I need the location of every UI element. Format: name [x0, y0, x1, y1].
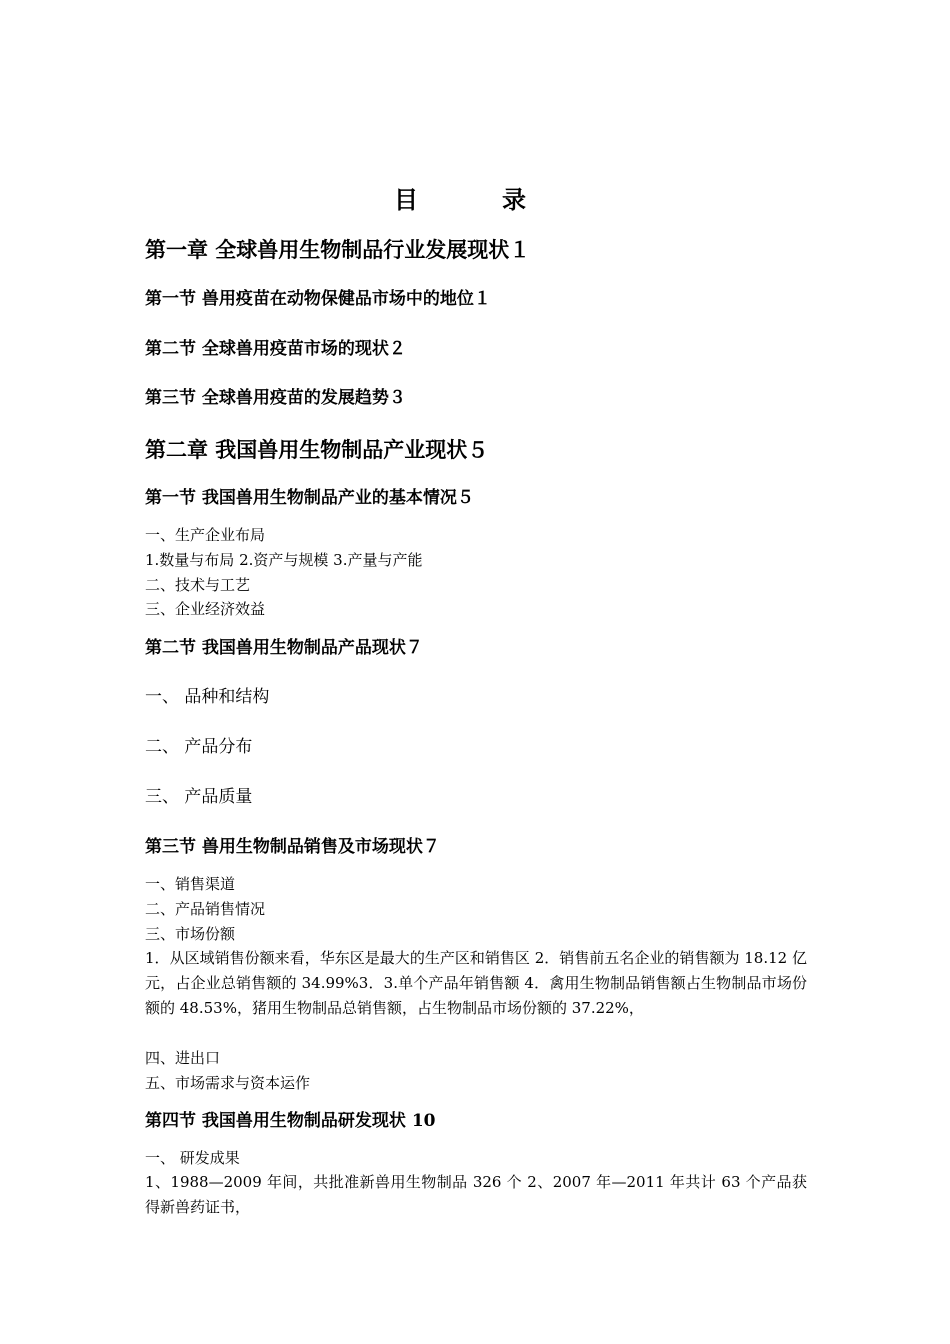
section-item: 五、市场需求与资本运作 — [145, 1074, 311, 1092]
research-results-paragraph: 1、1988—2009 年间，共批准新兽用生物制品 326 个 2、2007 年—2011 年共计 63 个产品获得新兽药证书， — [145, 1173, 807, 1216]
section-item: 二、产品销售情况 — [145, 900, 266, 918]
market-share-paragraph: 1．从区域销售份额来看，华东区是最大的生产区和销售区 2．销售前五名企业的销售额为 18.12 亿元，占企业总销售额的 34.99%3．3.单个产品年销售额 4．禽用生物制品销售额占生物制品市场份额的 48.53%，猪用生物制品总销售额，占生物制品市场份额的 37.22%， — [145, 949, 807, 1017]
chapter-1-section-1: 第一节 兽用疫苗在动物保健品市场中的地位１ — [145, 289, 491, 309]
chapter-2-section-2: 第二节 我国兽用生物制品产品现状７ — [145, 638, 423, 658]
section-item: 一、生产企业布局 — [145, 526, 266, 544]
section-item: 一、销售渠道 — [145, 875, 236, 893]
section-item: 二、技术与工艺 — [145, 576, 251, 594]
chapter-2-section-1: 第一节 我国兽用生物制品产业的基本情况５ — [145, 488, 474, 508]
chapter-1-section-3: 第三节 全球兽用疫苗的发展趋势３ — [145, 388, 406, 408]
section-item: 一、 品种和结构 — [145, 687, 270, 707]
chapter-2-section-3: 第三节 兽用生物制品销售及市场现状７ — [145, 837, 440, 857]
section-item: 三、市场份额 — [145, 925, 236, 943]
section-item: 四、进出口 — [145, 1049, 221, 1067]
section-item: 三、 产品质量 — [145, 787, 253, 807]
section-item: 一、 研发成果 — [145, 1149, 240, 1167]
section-subitems: 1.数量与布局 2.资产与规模 3.产量与产能 — [145, 551, 423, 569]
chapter-2-section-4: 第四节 我国兽用生物制品研发现状 10 — [145, 1111, 436, 1131]
section-item: 三、企业经济效益 — [145, 600, 266, 618]
chapter-1-section-2: 第二节 全球兽用疫苗市场的现状２ — [145, 339, 406, 359]
chapter-2-heading: 第二章 我国兽用生物制品产业现状５ — [145, 437, 489, 462]
chapter-1-heading: 第一章 全球兽用生物制品行业发展现状１ — [145, 237, 531, 262]
toc-title: 目 录 — [394, 185, 556, 214]
section-item: 二、 产品分布 — [145, 737, 253, 757]
